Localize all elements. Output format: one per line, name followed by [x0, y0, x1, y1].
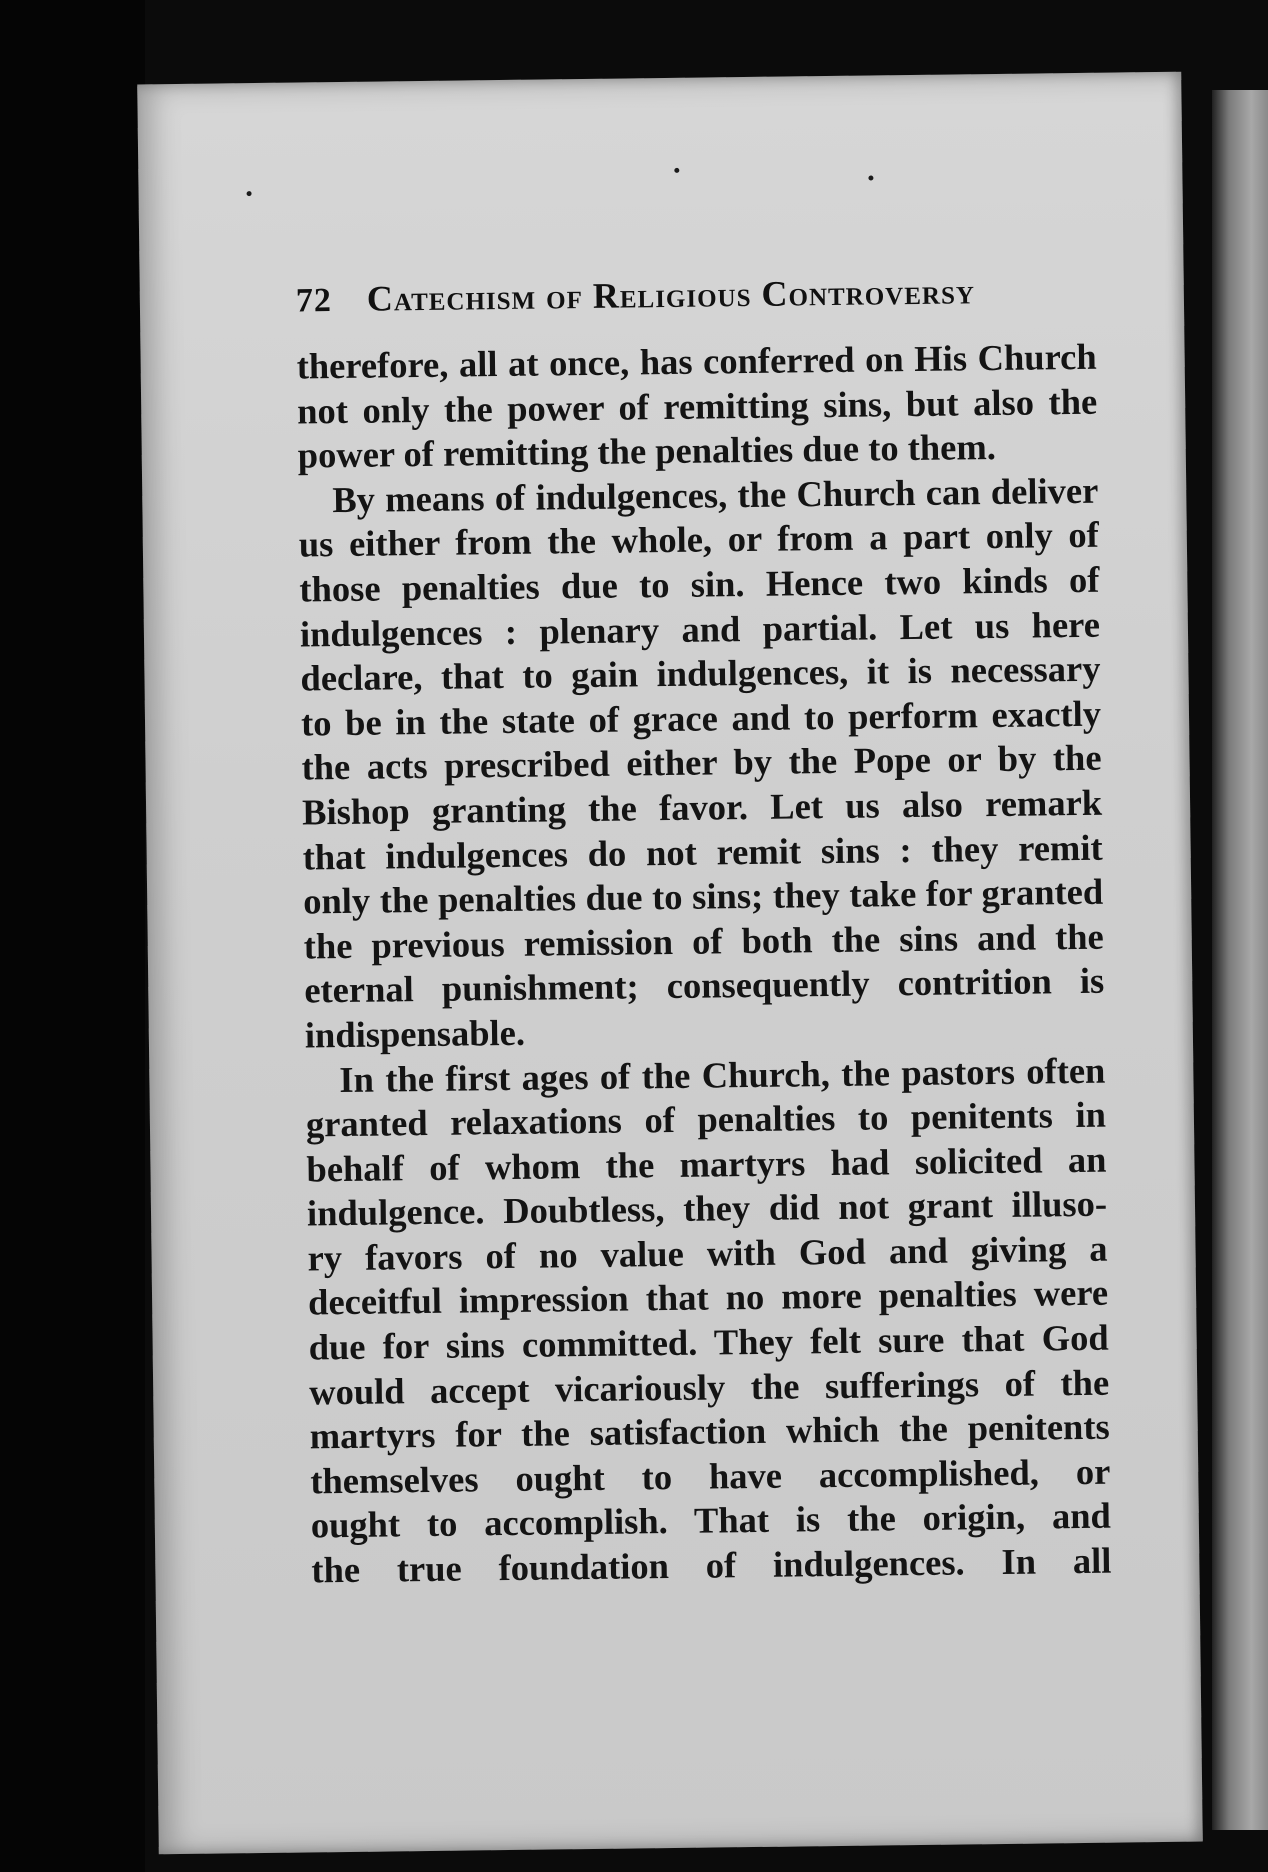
- text-line: the true foundation of indulgences. In all: [311, 1539, 1112, 1591]
- text-line: the acts prescribed either by the Pope or by the: [301, 737, 1102, 788]
- facing-page-edge: [1212, 90, 1268, 1830]
- text-line: power of remitting the penalties due to them.: [297, 426, 997, 476]
- text-line: us either from the whole, or from a part only of: [298, 514, 1100, 565]
- text-line: only the penalties due to sins; they take for granted: [302, 870, 1104, 922]
- running-head-title: Catechism of Religious Controversy: [366, 271, 976, 319]
- text-line: behalf of whom the martyrs had solicited an: [306, 1138, 1107, 1190]
- ink-speck: [674, 168, 679, 173]
- text-line: By means of indulgences, the Church can deliver: [332, 469, 1099, 520]
- text-line: martyrs for the satisfaction which the penitents: [309, 1405, 1110, 1457]
- scan-left-border: [0, 0, 145, 1872]
- text-line: would accept vicariously the sufferings of the: [308, 1361, 1110, 1413]
- text-line: In the first ages of the Church, the pastors often: [339, 1049, 1106, 1100]
- text-line: not only the power of remitting sins, but also the: [296, 380, 1098, 432]
- text-line: eternal punishment; consequently contrition is: [304, 960, 1105, 1011]
- text-line: indulgences : plenary and partial. Let us here: [299, 603, 1101, 655]
- text-line: granted relaxations of penalties to penitents in: [305, 1093, 1107, 1145]
- text-line: themselves ought to have accomplished, or: [310, 1450, 1111, 1502]
- running-head: [296, 269, 1056, 320]
- text-line: indulgence. Doubtless, they did not grant illuso-: [306, 1182, 1108, 1234]
- text-line: due for sins committed. They felt sure that God: [308, 1316, 1109, 1368]
- text-line: Bishop granting the favor. Let us also remark: [301, 781, 1103, 833]
- ink-speck: [868, 175, 873, 180]
- text-line: declare, that to gain indulgences, it is necessary: [300, 647, 1101, 699]
- text-line: those penalties due to sin. Hence two kinds of: [299, 558, 1100, 610]
- text-line: to be in the state of grace and to perform exactly: [300, 692, 1102, 744]
- text-line: ought to accomplish. That is the origin, and: [310, 1495, 1112, 1546]
- body-text: [296, 335, 1111, 1593]
- book-page: [137, 72, 1203, 1855]
- text-line: the previous remission of both the sins and the: [303, 915, 1104, 967]
- text-line: therefore, all at once, has conferred on His Church: [296, 335, 1097, 387]
- ink-speck: [247, 191, 252, 196]
- text-line: that indulgences do not remit sins : they remit: [302, 826, 1103, 878]
- text-line: ry favors of no value with God and giving a: [307, 1227, 1108, 1279]
- text-line: indispensable.: [304, 1011, 526, 1056]
- page-number: 72: [295, 282, 333, 320]
- text-line: deceitful impression that no more penalties were: [307, 1272, 1109, 1323]
